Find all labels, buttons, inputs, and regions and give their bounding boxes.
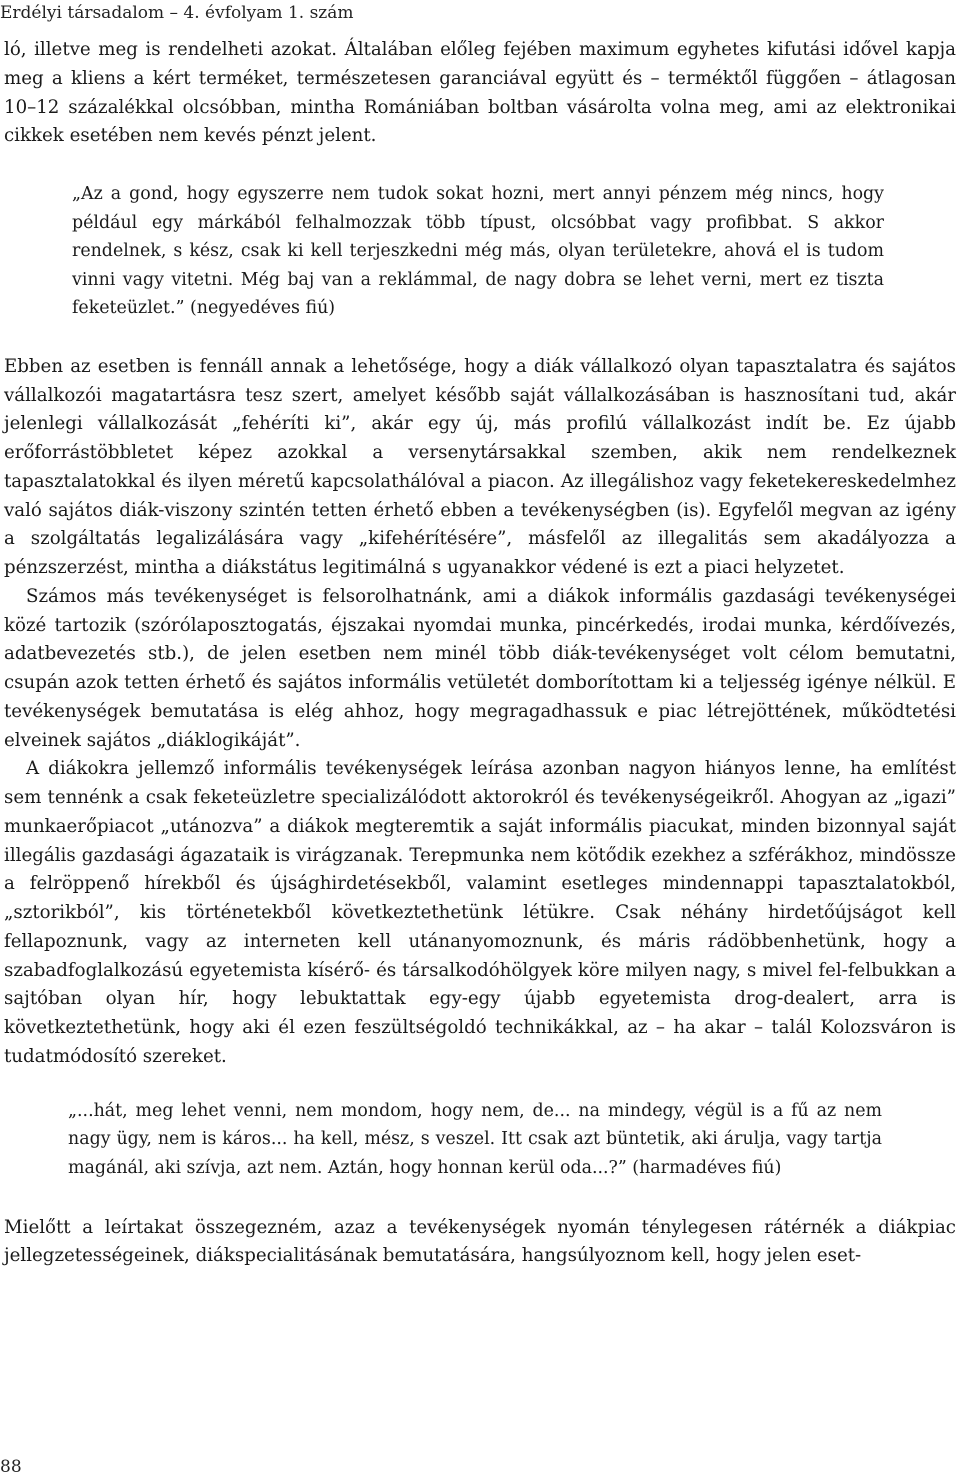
body-paragraph-5: Mielőtt a leírtakat összegezném, azaz a tevékenységek nyomán ténylegesen rátérnék a diákpiac jellegzetességeinek, diákspecialitásának bemutatására, hangsúlyoznom kell, hogy jelen eset-	[4, 1216, 956, 1267]
body-paragraph-2: Ebben az esetben is fennáll annak a lehetősége, hogy a diák vállalkozó olyan tapasztalatra és sajátos vállalkozói magatartásra tesz szert, amelyet később saját vállalkozásában is hasznosítani tud, akár jelenlegi vállalkozását „fehéríti ki”, akár egy új, más profilú vállalkozást indít be. Ez újabb erőforrástöbbletet képez azokkal a versenytársakkal szemben, akik nem rendelkeznek tapasztalatokkal és ilyen méretű kapcsolathálóval a piacon. Az illegálishoz vagy feketekereskedelmhez való sajátos diák-viszony szintén tetten érhető ebben a tevékenységben (is). Egyfelől megvan az igény a szolgáltatás legalizálására vagy „kifehérítésére”, másfelől az illegalitás sem akadályozza a pénzszerzést, mintha a diákstátus legitimálná s ugyanakkor védené is ezt a piaci helyzetet.	[4, 355, 956, 579]
body-section-2	[4, 353, 956, 1072]
block-quote-2: „...hát, meg lehet venni, nem mondom, hogy nem, de... na mindegy, végül is a fű az nem nagy ügy, nem is káros... ha kell, mész, s veszel. Itt csak azt büntetik, aki árulja, vagy tartja magánál, aki szívja, azt nem. Aztán, hogy honnan kerül oda...?” (harmadéves fiú)	[68, 1100, 882, 1178]
body-paragraph-1: ló, illetve meg is rendelheti azokat. Általában előleg fejében maximum egyhetes kifutási idővel kapja meg a kliens a kért terméket, természetesen garanciával együtt és – terméktől függően – átlagosan 10–12 százalékkal olcsóbban, mintha Romániában boltban vásárolta volna meg, ami az elektronikai cikkek esetében nem kevés pénzt jelent.	[4, 39, 956, 147]
block-quote-1: „Az a gond, hogy egyszerre nem tudok sokat hozni, mert annyi pénzem még nincs, hogy például egy márkából felhalmozzak több típust, olcsóbbat vagy profibbat. S akkor rendelnek, s kész, csak ki kell terjeszkedni még más, olyan területekre, ahová el is tudom vinni vagy vitetni. Még baj van a reklámmal, de nagy dobra se lehet verni, mert ez tiszta feketeüzlet.” (negyedéves fiú)	[72, 184, 884, 319]
running-title: Erdélyi társadalom – 4. évfolyam 1. szám	[0, 3, 354, 23]
page-number: 88	[0, 1457, 22, 1477]
body-paragraph-3: Számos más tevékenységet is felsorolhatnánk, ami a diákok informális gazdasági tevékenységei közé tartozik (szórólaposztogatás, éjszakai nyomdai munka, pincérkedés, irodai munka, kérdőívezés, adatbevezetés stb.), de jelen esetben nem minél több diák-tevékenységet volt célom bemutatni, csupán azok tetten érhető és sajátos informális vetületét domborítottam ki a teljesség igénye nélkül. E tevékenységek bemutatása is elég ahhoz, hogy megragadhassuk e piac létrejöttének, működtetési elveinek sajátos „diáklogikáját”.	[4, 585, 956, 751]
body-paragraph-4: A diákokra jellemző informális tevékenységek leírása azonban nagyon hiányos lenne, ha említést sem tennénk a csak feketeüzletre specializálódott aktorokról és tevékenységeikről. Ahogyan az „igazi” munkaerőpiacot „utánozva” a diákok megteremtik a saját informális piacukat, minden bizonnyal saját illegális gazdasági ágazataik is virágzanak. Terepmunka nem kötődik ezekhez a szférákhoz, mindössze a felröppenő hírekből és újsághirdetésekből, valamint esetleges mindennappi tapasztalatokból, „sztorikból”, kis történetekből következtethetünk létükre. Csak néhány hirdetőújságot kell fellapoznunk, vagy az interneten kell utánanyomoznunk, és máris rádöbbenhetünk, hogy a szabadfoglalkozású egyetemista kísérő- és társalkodóhölgyek köre milyen nagy, s mivel fel-felbukkan a sajtóban olyan hír, hogy lebuktattak egy-egy újabb egyetemista drog-dealert, arra is következtethetünk, hogy aki él ezen feszültségoldó technikákkal, az – ha akar – talál Kolozsváron is tudatmódosító szereket.	[4, 758, 956, 1067]
page-body	[4, 36, 956, 1271]
